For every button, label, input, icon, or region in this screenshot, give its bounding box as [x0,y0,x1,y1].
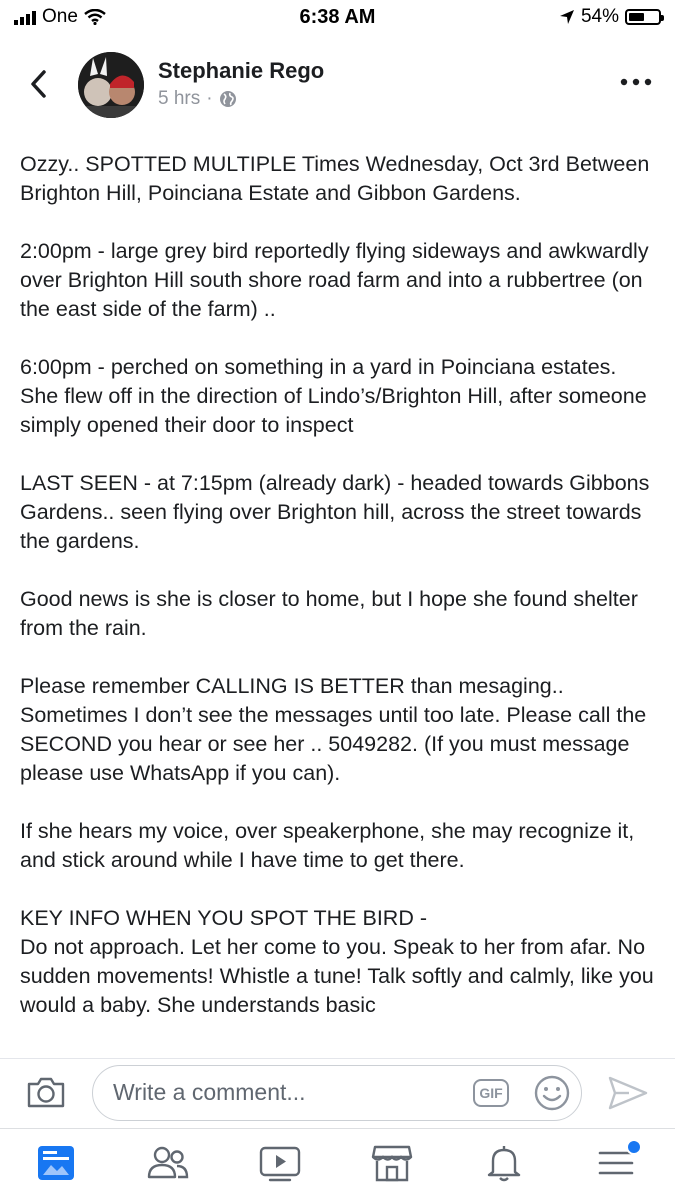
comment-input[interactable] [92,1065,582,1121]
status-time: 6:38 AM [299,6,376,28]
send-icon[interactable] [607,1075,649,1111]
camera-icon[interactable] [26,1075,66,1109]
bell-icon [484,1143,524,1183]
tab-watch[interactable] [256,1141,304,1185]
comment-bar [0,1058,675,1129]
globe-icon [219,90,237,108]
battery-icon [625,9,661,25]
back-chevron-icon[interactable] [24,66,54,102]
gif-button[interactable]: GIF [473,1079,509,1107]
tab-news-feed[interactable] [32,1141,80,1185]
post-paragraph: LAST SEEN - at 7:15pm (already dark) - headed towards Gibbons Gardens.. seen flying over Brighton hill, across the street towards the gardens. [20,471,650,553]
friends-icon [146,1143,190,1183]
post-meta [158,88,237,110]
battery-fill [629,13,644,21]
tab-menu[interactable] [592,1141,640,1185]
carrier-name: One [42,6,78,27]
post-paragraph: 6:00pm - perched on something in a yard in Poinciana estates. She flew off in the direction of Lindo’s/Brighton Hill, after someone simply opened their door to inspect [20,355,647,437]
notification-dot [626,1139,642,1155]
tab-friends[interactable] [144,1141,192,1185]
post-author-name[interactable]: Stephanie Rego [158,58,325,83]
marketplace-icon [370,1143,414,1183]
tab-notifications[interactable] [480,1141,528,1185]
battery-percent: 54% [580,6,619,27]
comment-placeholder: Write a comment... [113,1079,306,1105]
post-paragraph: Good news is she is closer to home, but I hope she found shelter from the rain. [20,587,638,640]
status-bar [0,0,675,36]
status-right [559,6,661,28]
post-paragraph: KEY INFO WHEN YOU SPOT THE BIRD - Do not approach. Let her come to you. Speak to her from afar. No sudden movements! Whistle a tune! Talk softly and calmly, like you would a baby. She understands basic [20,906,654,1017]
post-paragraph: If she hears my voice, over speakerphone, she may recognize it, and stick around while I have time to get there. [20,819,635,872]
location-arrow-icon [559,9,575,25]
more-dots-icon[interactable] [618,74,654,90]
news-feed-icon [35,1143,77,1183]
meta-separator: · [206,88,213,109]
post-timestamp[interactable]: 5 hrs [158,88,201,109]
smiley-icon[interactable] [533,1074,571,1112]
post-paragraph: Ozzy.. SPOTTED MULTIPLE Times Wednesday, Oct 3rd Between Brighton Hill, Poinciana Estate and Gibbon Gardens. [20,152,650,205]
watch-video-icon [258,1143,302,1183]
post-paragraph: 2:00pm - large grey bird reportedly flying sideways and awkwardly over Brighton Hill south shore road farm and into a rubbertree (on the east side of the farm) .. [20,239,649,321]
avatar[interactable] [78,52,144,118]
bottom-tab-bar [0,1128,675,1201]
tab-marketplace[interactable] [368,1141,416,1185]
post-paragraph: Please remember CALLING IS BETTER than mesaging.. Sometimes I don’t see the messages until too late. Please call the SECOND you hear or see her .. 5049282. (If you must message please use WhatsApp if you can). [20,674,647,785]
post-text [20,150,660,1058]
avatar-photo [78,52,144,118]
